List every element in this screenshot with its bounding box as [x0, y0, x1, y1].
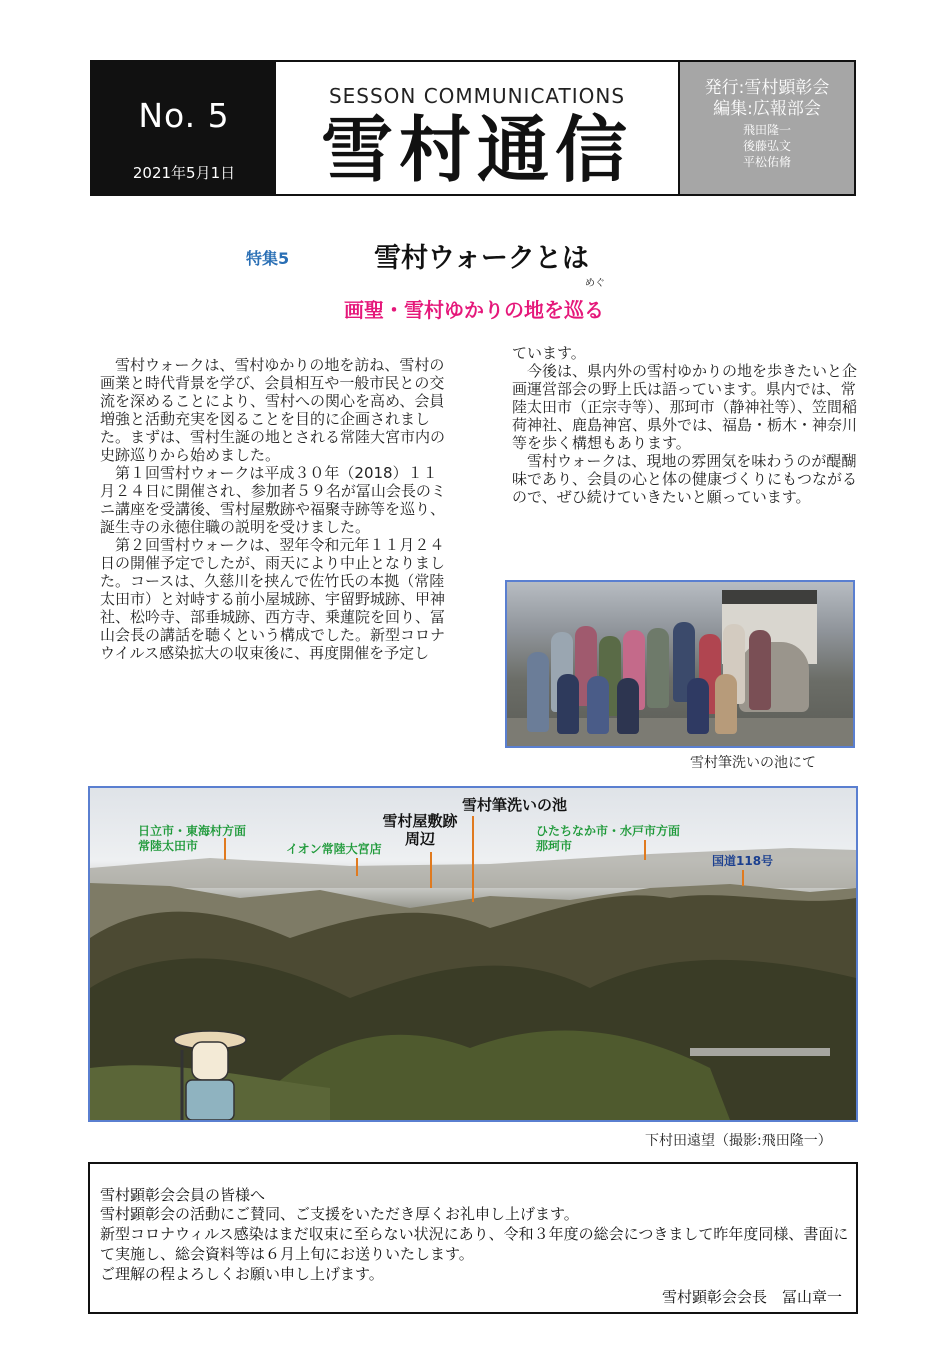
person: [687, 678, 709, 734]
editor: 編集:広報部会: [713, 99, 821, 119]
masthead: [90, 60, 856, 196]
marker-aeon: [356, 858, 358, 876]
group-photo-caption: 雪村筆洗いの池にて: [690, 755, 816, 771]
issue-number: No. 5: [138, 96, 230, 135]
ruby-reading: めぐ: [585, 278, 605, 289]
feature-tag: 特集5: [246, 249, 290, 268]
group-photo: [505, 580, 855, 748]
label-route: 国道118号: [712, 854, 774, 868]
article-column-right: ています。 今後は、県内外の雪村ゆかりの地を歩きたいと企画運営部会の野上氏は語っています。県内では、常陸太田市（正宗寺等）、那珂市（静神社等）、笠間稲荷神社、鹿島神宮、県外では、福島・栃木・神奈川等を歩く構想もあります。 雪村ウォークは、現地の雰囲気を味わうのが醍醐味であり、会員の心と体の健康づくりにもつながるので、ぜひ続けていきたいと願っています。: [512, 344, 858, 506]
publisher-info: [680, 78, 854, 120]
editor-name: 飛田隆一: [742, 123, 791, 137]
notice-box: [88, 1162, 858, 1314]
marker-fudearai: [472, 816, 474, 902]
article-headline: 雪村ウォークとは: [374, 243, 589, 274]
group-of-people: [517, 612, 787, 742]
issue-date: 2021年5月1日: [132, 164, 236, 182]
publisher: 発行:雪村顕彰会: [704, 78, 830, 98]
person: [617, 678, 639, 734]
marker-route: [742, 870, 744, 886]
person: [557, 674, 579, 734]
notice-heading: 雪村顕彰会会員の皆様へ: [100, 1186, 266, 1204]
person: [715, 674, 737, 734]
person: [647, 628, 669, 708]
editor-name: 平松佑脩: [742, 155, 791, 169]
label-fudearai: 雪村筆洗いの池: [462, 796, 568, 814]
label-yashiki: 雪村屋敷跡 周辺: [382, 812, 458, 848]
issue-panel: [92, 62, 276, 194]
publisher-panel: [680, 62, 854, 194]
editor-names: [680, 122, 854, 170]
person: [587, 676, 609, 734]
label-hitachinaka: ひたちなか市・水戸市方面 那珂市: [536, 824, 681, 853]
marker-hitachi: [224, 838, 226, 860]
masthead-title: 雪村通信: [320, 108, 633, 192]
marker-yashiki: [430, 852, 432, 888]
article-column-left: 雪村ウォークは、雪村ゆかりの地を訪ね、雪村の画業と時代背景を学び、会員相互や一般市民との交流を深めることにより、雪村への関心を高め、会員増強と活動充実を図ることを目的に企画されました。まずは、雪村生誕の地とされる常陸大宮市内の史跡巡りから始めました。 第１回雪村ウォークは平成３０年（2018）１１月２４日に開催され、参加者５９名が冨山会長のミニ講座を受講後、雪村屋敷跡や福聚寺跡等を巡り、誕生寺の永徳住職の説明を受けました。 第２回雪村ウォークは、翌年令和元年１１月２４日の開催予定でしたが、雨天により中止となりました。コースは、久慈川を挟んで佐竹氏の本拠（常陸太田市）と対峙する前小屋城跡、宇留野城跡、甲神社、松吟寺、部垂城跡、西方寺、乗蓮院を回り、冨山会長の講話を聴くという構成でした。新型コロナウイルス感染拡大の収束後に、再度開催を予定し: [100, 356, 446, 662]
person: [527, 652, 549, 732]
person: [749, 630, 771, 710]
title-panel: [276, 62, 680, 194]
masthead-subtitle: SESSON COMMUNICATIONS: [328, 84, 626, 108]
marker-hitachinaka: [644, 840, 646, 860]
label-hitachi: 日立市・東海村方面 常陸太田市: [138, 824, 247, 853]
notice-body: 雪村顕彰会の活動にご賛同、ご支援をいただき厚くお礼申し上げます。 新型コロナウィルス感染はまだ収束に至らない状況にあり、令和３年度の総会につきまして昨年度同様、書面にて実施し、総会資料等は６月上旬にお送りいたします。 ご理解の程よろしくお願い申し上げます。: [100, 1205, 849, 1283]
editor-name: 後藤弘文: [742, 139, 791, 153]
notice-signature: 雪村顕彰会会長 冨山章一: [661, 1288, 842, 1306]
article-subheading: 画聖・雪村ゆかりの地を巡る: [344, 298, 604, 322]
landscape-photo: [88, 786, 858, 1122]
landscape-caption: 下村田遠望（撮影:飛田隆一）: [645, 1133, 832, 1149]
label-aeon: イオン常陸大宮店: [286, 842, 382, 856]
